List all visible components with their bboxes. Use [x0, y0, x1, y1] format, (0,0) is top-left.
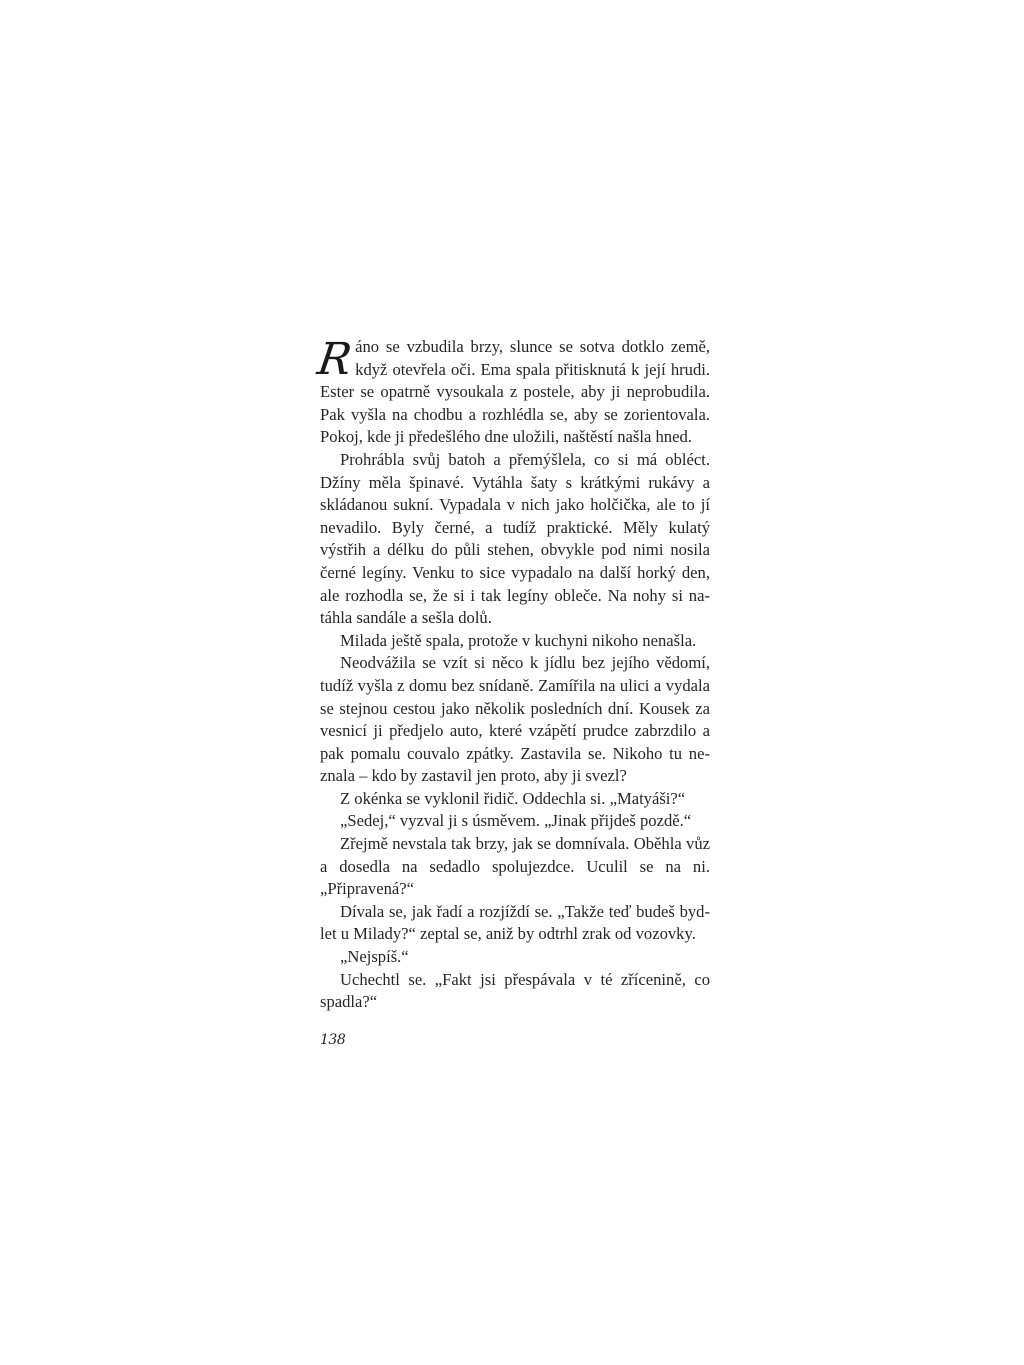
paragraph: Prohrábla svůj batoh a přemýšlela, co si má obléct. Džíny měla špinavé. Vytáhla šaty s krátkými rukávy a skládanou sukní. Vypadala v nich jako holčička, ale to jí nevadilo. Byly černé, a tudíž praktické. Měly kulatý výstřih a délku do půli stehen, obvykle pod nimi nosila černé legíny. Venku to sice vypadalo na další horký den, ale rozhodla se, že si i tak legíny obleče. Na nohy si natáhla sandále a sešla dolů. — [320, 449, 710, 628]
paragraph: Neodvážila se vzít si něco k jídlu bez jejího vědomí, tudíž vyšla z domu bez snídaně. Zamířila na ulici a vydala se stejnou cestou jako několik posledních dní. Kousek za vesnicí ji předjelo auto, které vzápětí prudce zabrzdilo a pak pomalu couvalo zpátky. Zastavila se. Nikoho tu neznala – kdo by zastavil jen proto, aby ji svezl? — [320, 653, 710, 786]
paragraph: Uchechtl se. „Fakt jsi přespávala v té zřícenině, co spadla?“ — [320, 969, 710, 1012]
opening-paragraph — [314, 334, 710, 449]
body-text — [314, 334, 710, 1014]
paragraph: „Nejspíš.“ — [340, 947, 409, 967]
drop-cap: R — [314, 334, 355, 385]
opening-paragraph-text: áno se vzbudila brzy, slunce se sotva dotklo země, když otevřela oči. Ema spala přitisknutá k její hrudi. Ester se opatrně vysoukala z postele, aby ji neprobudila. Pak vyšla na chodbu a rozhlédla se, aby se zorientovala. Pokoj, kde ji předešlého dne uložili, naštěstí našla hned. — [320, 337, 710, 447]
paragraph: Dívala se, jak řadí a rozjíždí se. „Takže teď budeš bydlet u Milady?“ zeptal se, aniž by odtrhl zrak od vozovky. — [320, 901, 710, 944]
paragraph: Zřejmě nevstala tak brzy, jak se domnívala. Oběhla vůz a dosedla na sedadlo spolujezdce. Uculil se na ni. „Připravená?“ — [320, 834, 710, 899]
page-number: 138 — [320, 1032, 346, 1048]
paragraph: „Sedej,“ vyzval ji s úsměvem. „Jinak přijdeš pozdě.“ — [340, 811, 692, 831]
paragraph: Milada ještě spala, protože v kuchyni nikoho nenašla. — [340, 630, 697, 650]
paragraph: Z okénka se vyklonil řidič. Oddechla si. „Matyáši?“ — [340, 788, 686, 808]
